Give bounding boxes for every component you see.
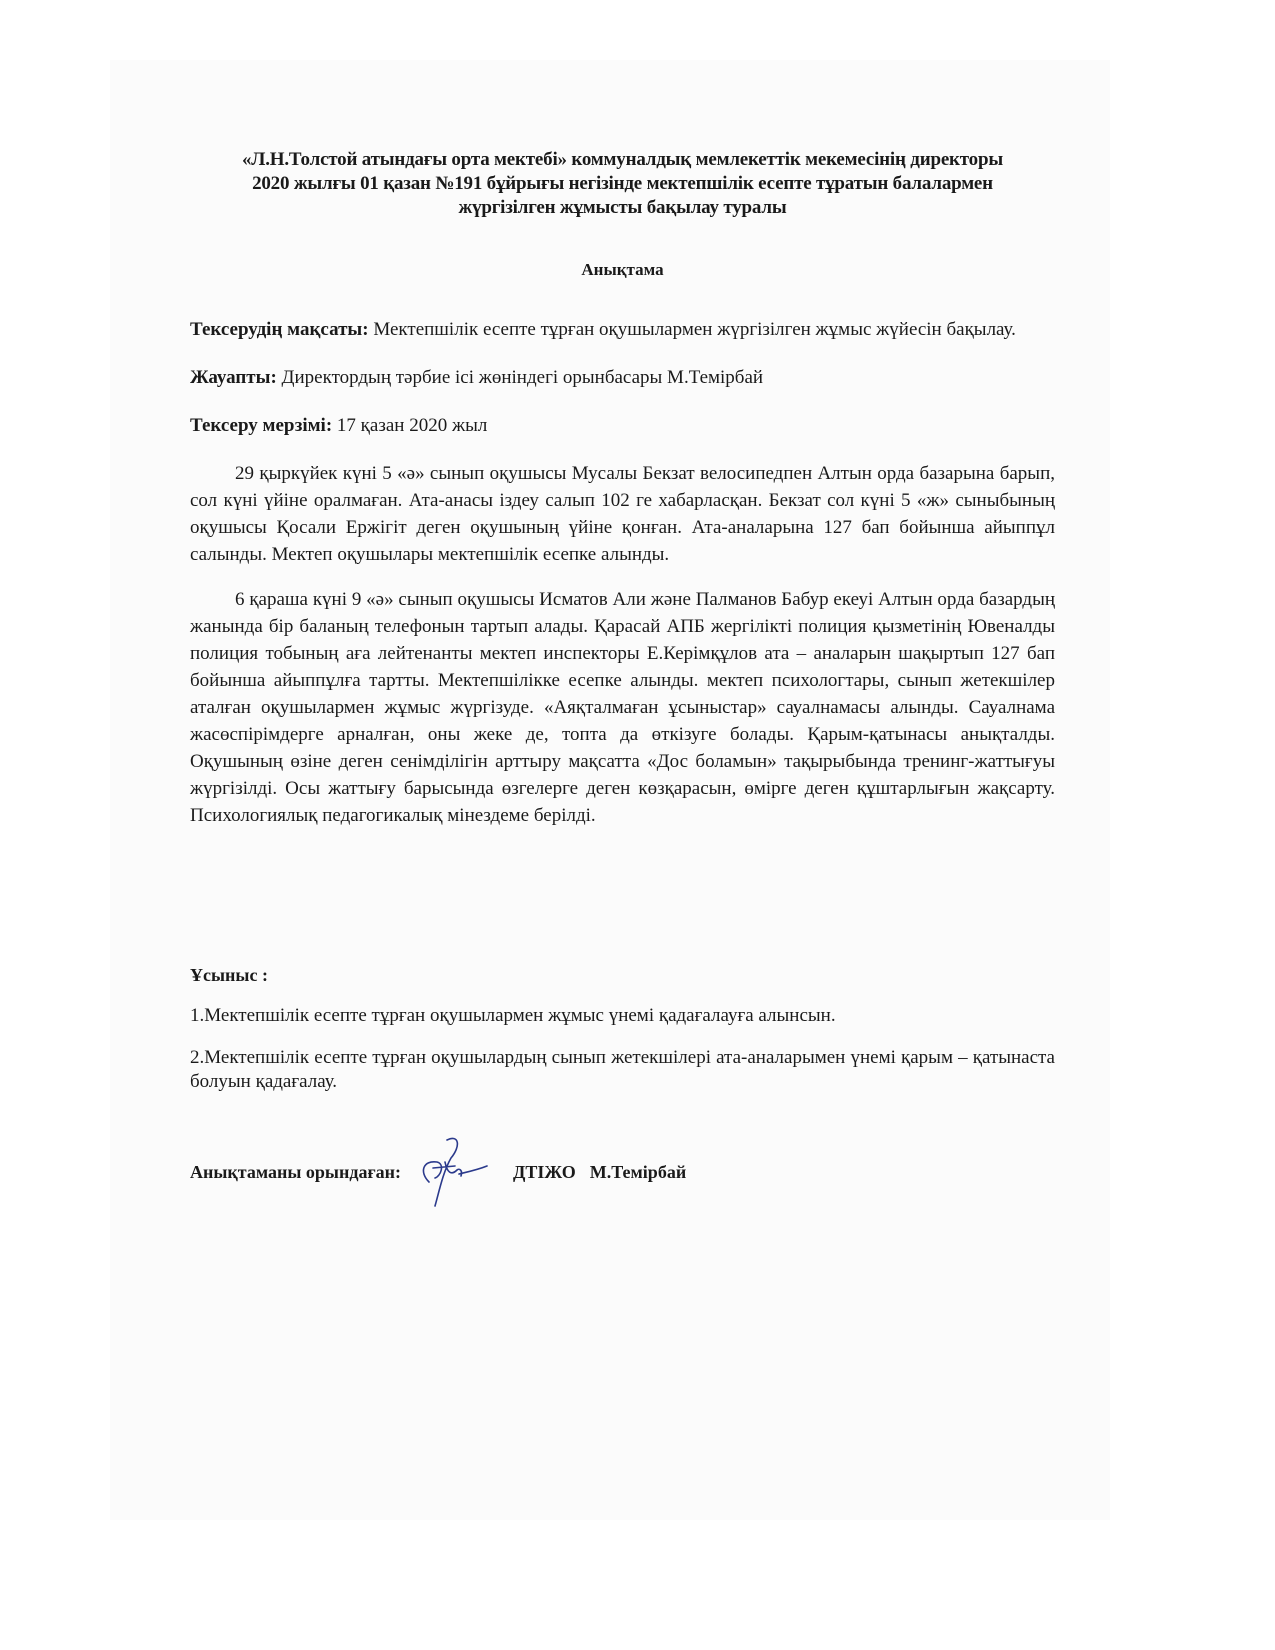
purpose-label: Тексерудің мақсаты: bbox=[190, 319, 369, 340]
recommendation-item: 1.Мектепшілік есепте тұрған оқушылармен жұмыс үнемі қадағалауға алынсын. bbox=[190, 1005, 836, 1026]
title-line: жүргізілген жұмысты бақылау туралы bbox=[458, 197, 787, 218]
recommendation-item: 2.Мектепшілік есепте тұрған оқушылардың сынып жетекшілері ата-аналарымен үнемі қарым – қатынаста болуын қадағалау. bbox=[190, 1047, 1055, 1092]
title-line: 2020 жылғы 01 қазан №191 бұйрығы негізінде мектепшілік есепте тұратын балалармен bbox=[252, 173, 993, 194]
document-page bbox=[190, 148, 1055, 1212]
document-heading: Анықтама bbox=[581, 260, 664, 279]
deadline-label: Тексеру мерзімі: bbox=[190, 415, 333, 436]
signature-label: Анықтаманы орындаған: bbox=[190, 1161, 401, 1182]
body-paragraph: 29 қыркүйек күні 5 «ә» сынып оқушысы Мусалы Бекзат велосипедпен Алтын орда базарына барып, сол күні үйіне оралмаған. Ата-анасы іздеу салып 102 ге хабарласқан. Бекзат сол күні 5 «ж» сыныбының оқушысы Қосали Ержігіт деген оқушының үйіне қонған. Ата-аналарына 127 бап бойынша айыппұл салынды. Мектеп оқушылары мектепшілік есепке алынды. bbox=[190, 463, 1055, 565]
purpose-field bbox=[190, 318, 1055, 342]
purpose-value: Мектепшілік есепте тұрған оқушылармен жүргізілген жұмыс жүйесін бақылау. bbox=[373, 319, 1016, 340]
title-line: «Л.Н.Толстой атындағы орта мектебі» коммуналдық мемлекеттік мекемесінің директоры bbox=[242, 149, 1003, 170]
deadline-value: 17 қазан 2020 жыл bbox=[336, 415, 488, 436]
responsible-field bbox=[190, 366, 1055, 390]
handwritten-signature-icon bbox=[411, 1132, 491, 1212]
signer-name: М.Темірбай bbox=[589, 1161, 687, 1182]
document-title bbox=[190, 148, 1055, 220]
signature-block bbox=[190, 1132, 1055, 1212]
responsible-label: Жауапты: bbox=[190, 367, 277, 388]
responsible-value: Директордың тәрбие ісі жөніндегі орынбасары М.Темірбай bbox=[281, 367, 764, 388]
signer-role: ДТІЖО bbox=[513, 1161, 576, 1182]
body-paragraph: 6 қараша күні 9 «ә» сынып оқушысы Исматов Али және Палманов Бабур екеуі Алтын орда базардың жанында бір баланың телефонын тартып алады. Қарасай АПБ жергілікті полиция қызметінің Ювеналды полиция тобының аға лейтенанты мектеп инспекторы Е.Керімқұлов ата – аналарын шақыртып 127 бап бойынша айыппұлға тартты. Мектепшілікке есепке алынды. мектеп психологтары, сынып жетекшілер аталған оқушылармен жұмыс жүргізуде. «Аяқталмаған ұсыныстар» сауалнамасы алынды. Сауалнама жасөспірімдерге арналған, оны жеке де, топта да өткізуге болады. Қарым-қатынасы анықталды. Оқушының өзіне деген сенімділігін арттыру мақсатта «Дос боламын» тақырыбында тренинг-жаттығуы жүргізілді. Осы жаттығу барысында өзгелерге деген көзқарасын, өмірге деген құштарлығын жақсарту. Психологиялық педагогикалық мінездеме берілді. bbox=[190, 589, 1055, 826]
recommendations-title: Ұсыныс : bbox=[190, 965, 268, 985]
deadline-field bbox=[190, 414, 1055, 438]
